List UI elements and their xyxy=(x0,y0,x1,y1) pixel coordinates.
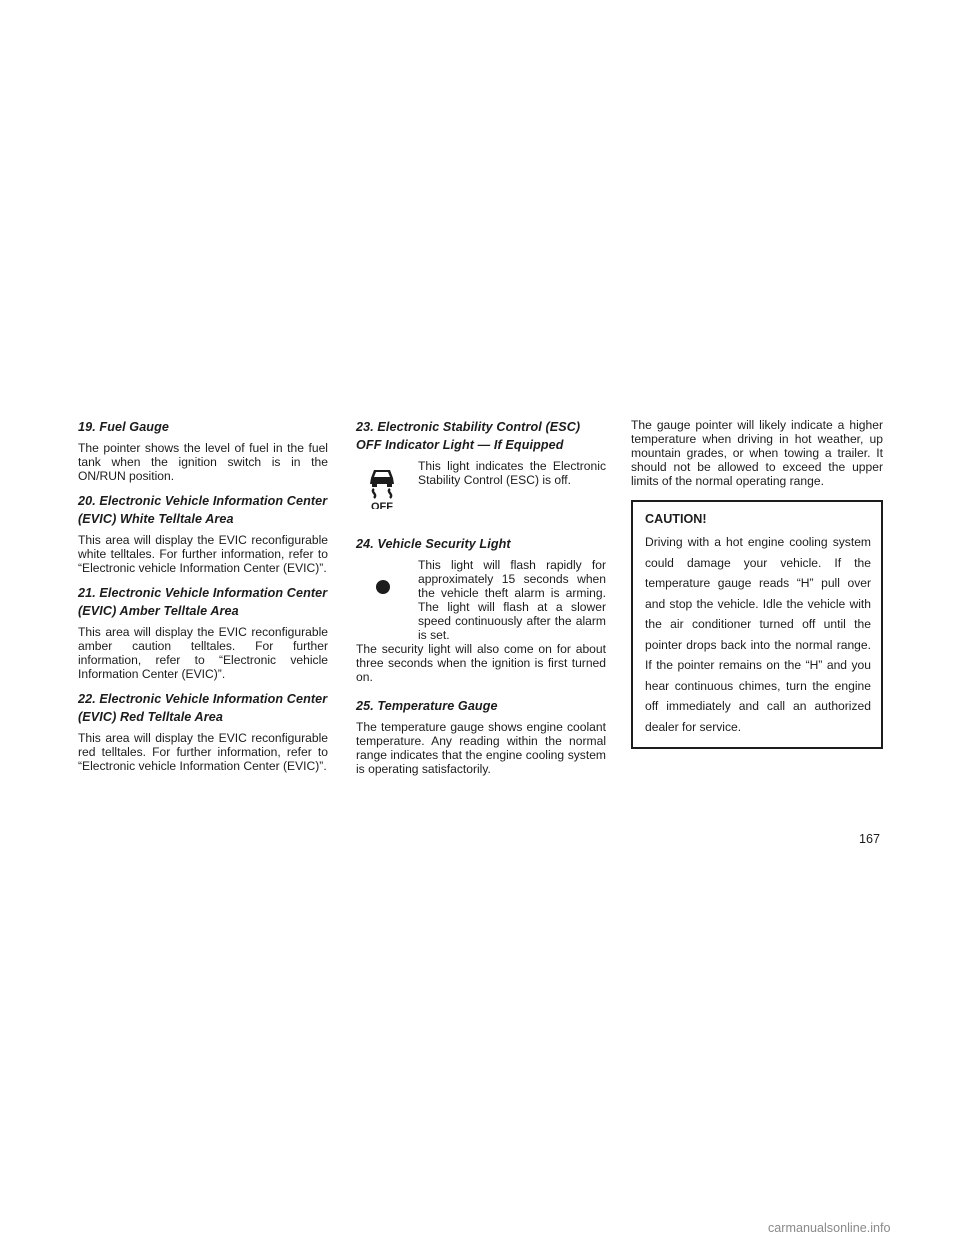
section-24-block xyxy=(356,558,606,642)
section-23-block xyxy=(356,459,606,509)
right-column xyxy=(631,418,883,749)
caution-title: CAUTION! xyxy=(645,512,707,526)
section-19-text: The pointer shows the level of fuel in the fuel tank when the ignition switch is in the ON/RUN position. xyxy=(78,441,328,483)
section-20-text: This area will display the EVIC reconfigurable white telltales. For further information, refer to “Electronic vehicle Information Center (EVIC)”. xyxy=(78,533,328,575)
section-25-text: The temperature gauge shows engine coolant temperature. Any reading within the normal range indicates that the engine cooling system is operating satisfactorily. xyxy=(356,720,606,776)
caution-text: Driving with a hot engine cooling system could damage your vehicle. If the temperature gauge reads “H” pull over and stop the vehicle. Idle the vehicle with the air conditioner turned off until the pointer drops back into the normal range. If the pointer remains on the “H” and you hear continuous chimes, turn the engine off immediately and call an authorized dealer for service. xyxy=(645,535,871,734)
intro-text: The gauge pointer will likely indicate a higher temperature when driving in hot weather, up mountain grades, or when towing a trailer. It should not be allowed to exceed the upper limits of the normal operating range. xyxy=(631,418,883,488)
section-21-text: This area will display the EVIC reconfigurable amber caution telltales. For further information, refer to “Electronic vehicle Information Center (EVIC)”. xyxy=(78,625,328,681)
section-20-heading: 20. Electronic Vehicle Information Center (EVIC) White Telltale Area xyxy=(78,494,328,526)
esc-off-icon xyxy=(356,459,412,509)
section-25-heading: 25. Temperature Gauge xyxy=(356,699,498,713)
section-24-heading: 24. Vehicle Security Light xyxy=(356,537,511,551)
section-24-text-full: The security light will also come on for about three seconds when the ignition is first turned on. xyxy=(356,642,606,684)
caution-box xyxy=(631,500,883,749)
section-22-text: This area will display the EVIC reconfigurable red telltales. For further information, refer to “Electronic vehicle Information Center (EVIC)”. xyxy=(78,731,328,773)
section-22-heading: 22. Electronic Vehicle Information Center (EVIC) Red Telltale Area xyxy=(78,692,328,724)
page-number: 167 xyxy=(859,832,881,846)
security-light-icon xyxy=(356,558,412,614)
left-column xyxy=(78,418,328,782)
watermark: carmanualsonline.info xyxy=(768,1221,891,1235)
section-23-heading: 23. Electronic Stability Control (ESC) OFF Indicator Light — If Equipped xyxy=(356,420,581,452)
middle-column xyxy=(356,418,606,785)
section-23-text: This light indicates the Electronic Stability Control (ESC) is off. xyxy=(418,459,606,487)
section-24-text-wrap: This light will flash rapidly for approximately 15 seconds when the vehicle theft alarm is arming. The light will flash at a slower speed continuously after the alarm is set. xyxy=(418,558,606,642)
section-19-heading: 19. Fuel Gauge xyxy=(78,420,169,434)
section-21-heading: 21. Electronic Vehicle Information Center (EVIC) Amber Telltale Area xyxy=(78,586,328,618)
esc-off-icon-label: OFF xyxy=(371,501,393,509)
